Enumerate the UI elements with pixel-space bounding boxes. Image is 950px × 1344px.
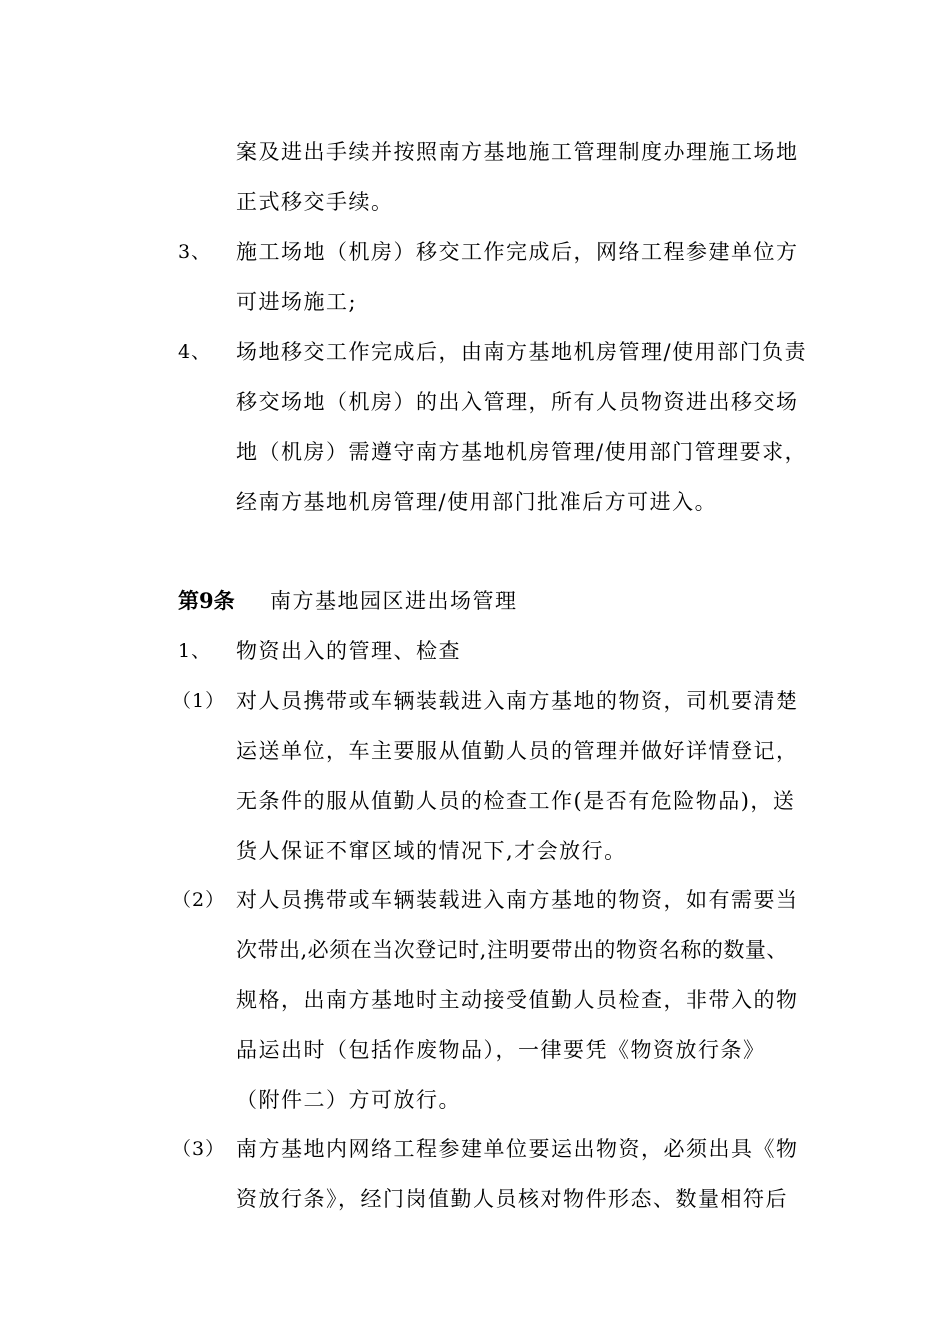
paragraph-line: 对人员携带或车辆装载进入南方基地的物资，司机要清楚 [236, 689, 799, 713]
paragraph-line: （附件二）方可放行。 [236, 1088, 461, 1112]
section-title: 物资出入的管理、检查 [236, 639, 461, 663]
item-number: （3） [172, 1138, 226, 1160]
paragraph-line: 可进场施工; [236, 290, 358, 314]
list-number: 4、 [178, 341, 212, 363]
paragraph-line: 地（机房）需遵守南方基地机房管理/使用部门管理要求， [236, 440, 808, 464]
paragraph-line: 运送单位，车主要服从值勤人员的管理并做好详情登记， [236, 739, 799, 763]
article-title: 南方基地园区进出场管理 [270, 589, 518, 613]
paragraph-line: 施工场地（机房）移交工作完成后，网络工程参建单位方 [236, 240, 799, 264]
paragraph-line: 货人保证不窜区域的情况下,才会放行。 [236, 839, 627, 863]
paragraph-line: 正式移交手续。 [236, 190, 394, 214]
paragraph-line: 经南方基地机房管理/使用部门批准后方可进入。 [236, 490, 718, 514]
paragraph-line: 次带出,必须在当次登记时,注明要带出的物资名称的数量、 [236, 938, 788, 962]
item-number: （1） [172, 690, 226, 712]
section-number: 1、 [178, 640, 212, 662]
paragraph-line: 品运出时（包括作废物品），一律要凭《物资放行条》 [236, 1038, 766, 1062]
paragraph-line: 规格，出南方基地时主动接受值勤人员检查，非带入的物 [236, 988, 799, 1012]
article-number: 第9条 [178, 588, 235, 613]
item-number: （2） [172, 889, 226, 911]
paragraph-line: 案及进出手续并按照南方基地施工管理制度办理施工场地 [236, 140, 799, 164]
paragraph-line: 对人员携带或车辆装载进入南方基地的物资，如有需要当 [236, 888, 799, 912]
paragraph-line: 南方基地内网络工程参建单位要运出物资，必须出具《物 [236, 1137, 799, 1161]
paragraph-line: 移交场地（机房）的出入管理，所有人员物资进出移交场 [236, 390, 799, 414]
paragraph-line: 无条件的服从值勤人员的检查工作(是否有危险物品)，送 [236, 789, 796, 813]
list-number: 3、 [178, 241, 212, 263]
paragraph-line: 资放行条》，经门岗值勤人员核对物件形态、数量相符后 [236, 1187, 788, 1211]
paragraph-line: 场地移交工作完成后，由南方基地机房管理/使用部门负责 [236, 340, 808, 364]
